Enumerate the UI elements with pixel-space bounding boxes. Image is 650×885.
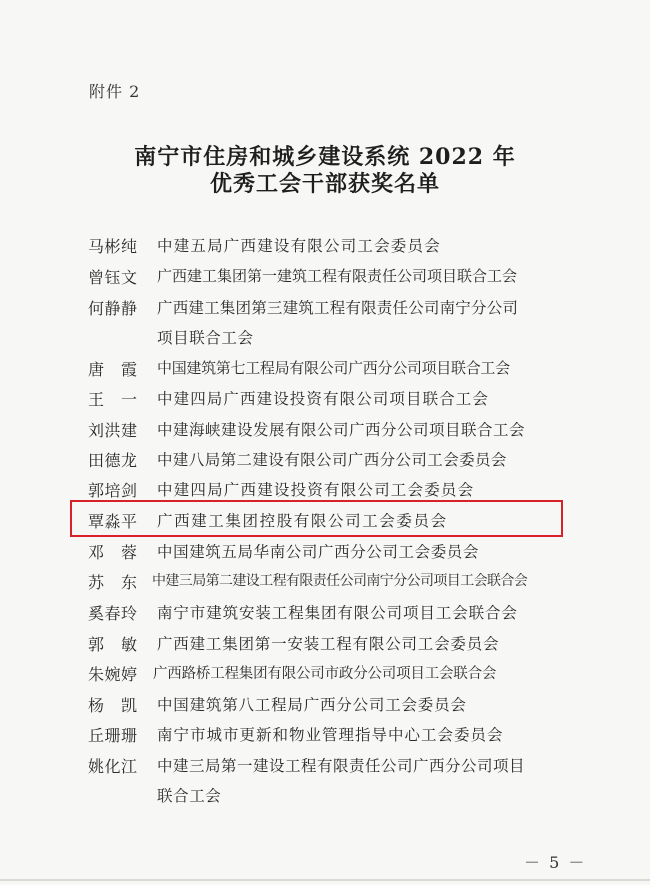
winner-name: 郭培剑 <box>88 481 138 500</box>
winner-name: 丘珊珊 <box>88 726 138 745</box>
highlight-box <box>70 500 563 537</box>
winner-name: 曾钰文 <box>88 268 138 287</box>
winner-org: 中建海峡建设发展有限公司广西分公司项目联合工会 <box>157 421 526 439</box>
winner-org: 南宁市建筑安装工程集团有限公司项目工会联合会 <box>157 604 518 622</box>
winner-name: 姚化江 <box>88 757 138 776</box>
list-item <box>0 632 650 662</box>
list-item <box>0 448 650 478</box>
page-number: － 5 － <box>524 853 587 872</box>
winner-org: 中建八局第二建设有限公司广西分公司工会委员会 <box>157 451 507 469</box>
list-item <box>0 296 650 356</box>
winner-org: 中国建筑第七工程局有限公司广西分公司项目联合工会 <box>157 359 510 377</box>
winner-org: 广西路桥工程集团有限公司市政分公司项目工会联合会 <box>153 666 497 682</box>
winner-org-continued: 项目联合工会 <box>157 329 254 347</box>
winner-org: 广西建工集团第一安装工程有限公司工会委员会 <box>157 635 500 653</box>
winner-org: 中建三局第二建设工程有限责任公司南宁分公司项目工会联合会 <box>152 573 528 589</box>
list-item <box>0 754 650 814</box>
winner-name: 王 一 <box>88 390 138 409</box>
winner-org: 中建四局广西建设投资有限公司项目联合工会 <box>157 390 490 408</box>
title-line-2: 优秀工会干部获奖名单 <box>209 171 440 197</box>
title-line-1: 南宁市住房和城乡建设系统 2022 年 <box>134 144 516 170</box>
winner-name: 唐 霞 <box>88 360 138 379</box>
list-item <box>0 540 650 570</box>
list-item <box>0 387 650 417</box>
list-item <box>0 234 650 264</box>
list-item <box>0 570 650 600</box>
winner-name: 覃淼平 <box>88 512 138 531</box>
winner-name: 邓 蓉 <box>88 543 138 562</box>
list-item <box>0 662 650 692</box>
list-item <box>0 723 650 753</box>
winner-org: 广西建工集团第三建筑工程有限责任公司南宁分公司 <box>157 299 519 317</box>
winner-org: 中国建筑五局华南公司广西分公司工会委员会 <box>157 543 480 561</box>
winner-name: 苏 东 <box>88 573 138 592</box>
winner-org: 广西建工集团第一建筑工程有限责任公司项目联合工会 <box>157 267 518 285</box>
winner-name: 何静静 <box>88 299 138 318</box>
winner-org: 中国建筑第八工程局广西分公司工会委员会 <box>157 696 467 714</box>
winner-org: 中建三局第一建设工程有限责任公司广西分公司项目 <box>157 757 526 775</box>
list-item <box>0 265 650 295</box>
winner-org-continued: 联合工会 <box>157 787 222 805</box>
list-item <box>0 357 650 387</box>
winner-name: 刘洪建 <box>88 421 138 440</box>
winner-org: 广西建工集团控股有限公司工会委员会 <box>157 512 448 530</box>
winner-name: 朱婉婷 <box>88 665 138 684</box>
list-item <box>0 418 650 448</box>
winner-org: 南宁市城市更新和物业管理指导中心工会委员会 <box>157 726 504 744</box>
list-item <box>0 601 650 631</box>
list-item <box>0 693 650 723</box>
winner-name: 杨 凯 <box>88 696 138 715</box>
attachment-label: 附件 2 <box>89 82 141 101</box>
winner-org: 中建四局广西建设投资有限公司工会委员会 <box>157 481 475 499</box>
winner-name: 马彬纯 <box>88 237 138 256</box>
page-edge-divider <box>0 879 650 881</box>
winner-org: 中建五局广西建设有限公司工会委员会 <box>157 237 441 255</box>
winner-name: 田德龙 <box>88 451 138 470</box>
winner-name: 奚春玲 <box>88 604 138 623</box>
winner-name: 郭 敏 <box>88 635 138 654</box>
